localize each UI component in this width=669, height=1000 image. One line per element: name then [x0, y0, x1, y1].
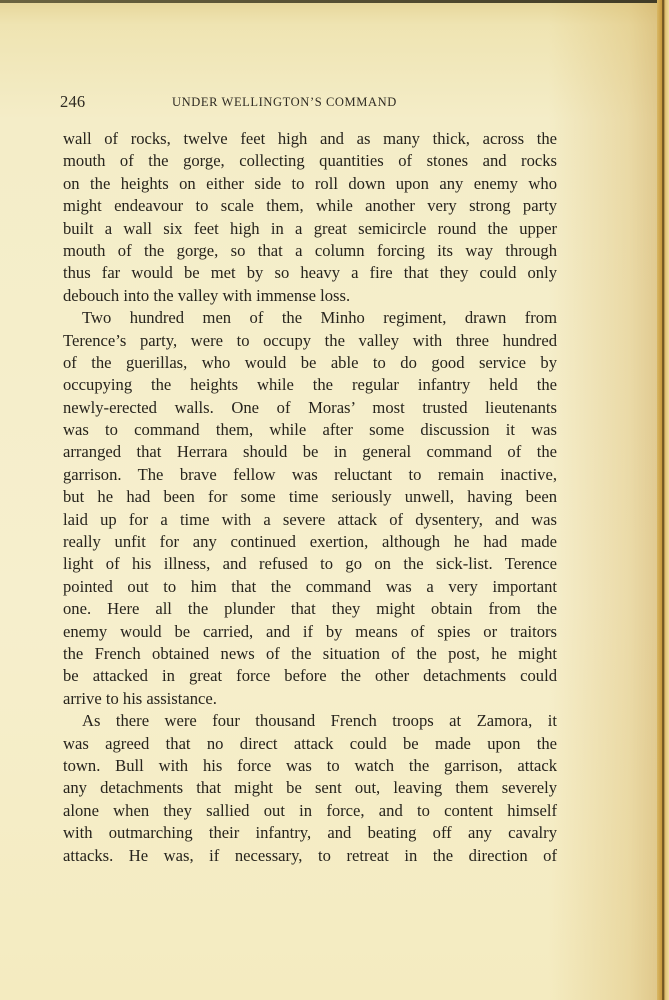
text-line: the French obtained news of the situation of the post, he might: [63, 643, 557, 663]
body-text: [63, 128, 557, 867]
text-line: built a wall six feet high in a great semicircle round the upper: [63, 218, 557, 238]
text-line: As there were four thousand French troops at Zamora, it: [82, 711, 557, 731]
text-line: light of his illness, and refused to go on the sick-list. Terence: [63, 554, 557, 574]
text-line: arrive to his assistance.: [63, 688, 217, 708]
text-line: alone when they sallied out in force, and to content himself: [63, 800, 557, 820]
text-line: town. Bull with his force was to watch the garrison, attack: [63, 755, 557, 775]
text-line: might endeavour to scale them, while another very strong party: [63, 196, 557, 216]
text-line: laid up for a time with a severe attack of dysentery, and was: [63, 509, 557, 529]
text-line: occupying the heights while the regular infantry held the: [63, 375, 557, 395]
text-line: one. Here all the plunder that they might obtain from the: [63, 599, 557, 619]
page-gutter-line: [662, 0, 664, 1000]
paragraph: [63, 710, 557, 867]
text-line: really unfit for any continued exertion, although he had made: [63, 532, 557, 552]
text-line: be attacked in great force before the other detachments could: [63, 666, 557, 686]
text-line: Two hundred men of the Minho regiment, drawn from: [82, 308, 557, 328]
text-line: was agreed that no direct attack could be made upon the: [63, 733, 557, 753]
text-line: arranged that Herrara should be in general command of the: [63, 442, 557, 462]
text-line: garrison. The brave fellow was reluctant to remain inactive,: [63, 464, 557, 484]
page-header: [60, 92, 556, 114]
text-line: thus far would be met by so heavy a fire that they could only: [63, 263, 557, 283]
text-line: but he had been for some time seriously unwell, having been: [63, 487, 557, 507]
text-line: Terence’s party, were to occupy the valley with three hundred: [63, 330, 557, 350]
text-line: with outmarching their infantry, and beating off any cavalry: [63, 823, 557, 843]
page-top-edge: [0, 0, 669, 3]
text-line: wall of rocks, twelve feet high and as many thick, across the: [63, 129, 557, 148]
page-number: 246: [60, 92, 86, 111]
text-line: was to command them, while after some discussion it was: [63, 420, 557, 440]
text-line: mouth of the gorge, collecting quantities of stones and rocks: [63, 151, 557, 171]
text-line: of the guerillas, who would be able to do good service by: [63, 352, 557, 372]
paragraph: [63, 307, 557, 710]
text-line: pointed out to him that the command was a very important: [63, 576, 557, 596]
text-line: on the heights on either side to roll down upon any enemy who: [63, 173, 557, 193]
text-line: debouch into the valley with immense loss.: [63, 285, 351, 305]
text-line: enemy would be carried, and if by means of spies or traitors: [63, 621, 557, 641]
text-line: any detachments that might be sent out, leaving them severely: [63, 778, 557, 798]
text-line: mouth of the gorge, so that a column forcing its way through: [63, 240, 557, 260]
running-head: UNDER WELLINGTON’S COMMAND: [172, 95, 397, 109]
text-line: attacks. He was, if necessary, to retreat in the direction of: [63, 845, 557, 865]
paragraph: [63, 128, 557, 307]
text-line: newly-erected walls. One of Moras’ most trusted lieutenants: [63, 397, 557, 417]
